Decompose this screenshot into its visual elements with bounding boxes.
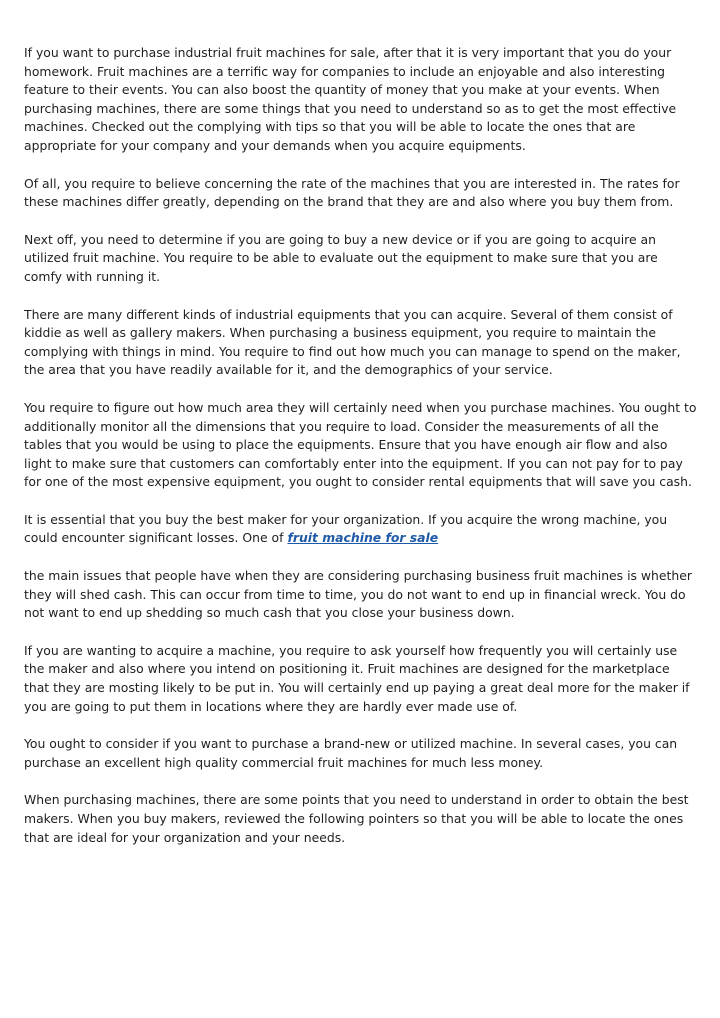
paragraph: If you are wanting to acquire a machine, you require to ask yourself how frequently you will certainly use the maker and also where you intend on positioning it. Fruit machines are designed for the marketplace that they are mosting likely to be put in. You will certainly end up paying a great deal more for the maker if you are going to put them in locations where they are hardly ever made use of.	[24, 642, 690, 714]
paragraph: There are many different kinds of industrial equipments that you can acquire. Several of them consist of kiddie as well as gallery makers. When purchasing a business equipment, you require to maintain the complying with things in mind. You require to find out how much you can manage to spend on the maker, the area that you have readily available for it, and the demographics of your service.	[24, 306, 681, 378]
paragraph-with-link	[24, 511, 698, 548]
document-body	[24, 44, 698, 866]
paragraph: Of all, you require to believe concerning the rate of the machines that you are interested in. The rates for these machines differ greatly, depending on the brand that they are and also where you buy them from.	[24, 175, 680, 210]
paragraph: You require to figure out how much area they will certainly need when you purchase machines. You ought to additionally monitor all the dimensions that you require to load. Consider the measurements of all the tables that you would be using to place the equipments. Ensure that you have enough air flow and also light to make sure that customers can comfortably enter into the equipment. If you can not pay for to pay for one of the most expensive equipment, you ought to consider rental equipments that will save you cash.	[24, 399, 697, 490]
paragraph: Next off, you need to determine if you are going to buy a new device or if you are going to acquire an utilized fruit machine. You require to be able to evaluate out the equipment to make sure that you are comfy with running it.	[24, 231, 658, 284]
fruit-machine-link[interactable]: fruit machine for sale	[287, 530, 439, 546]
paragraph: When purchasing machines, there are some points that you need to understand in order to obtain the best makers. When you buy makers, reviewed the following pointers so that you will be able to locate the ones that are ideal for your organization and your needs.	[24, 792, 689, 845]
paragraph: the main issues that people have when they are considering purchasing business fruit machines is whether they will shed cash. This can occur from time to time, you do not want to end up in financial wreck. You do not want to end up shedding so much cash that you close your business down.	[24, 568, 692, 621]
paragraph: If you want to purchase industrial fruit machines for sale, after that it is very important that you do your homework. Fruit machines are a terrific way for companies to include an enjoyable and also interesting feature to their events. You can also boost the quantity of money that you make at your events. When purchasing machines, there are some things that you need to understand so as to get the most effective machines. Checked out the complying with tips so that you will be able to locate the ones that are appropriate for your company and your demands when you acquire equipments.	[24, 45, 677, 153]
paragraph: You ought to consider if you want to purchase a brand-new or utilized machine. In several cases, you can purchase an excellent high quality commercial fruit machines for much less money.	[24, 736, 678, 770]
paragraph-text: It is essential that you buy the best maker for your organization. If you acquire the wrong machine, you could encounter significant losses. One of	[24, 511, 668, 546]
